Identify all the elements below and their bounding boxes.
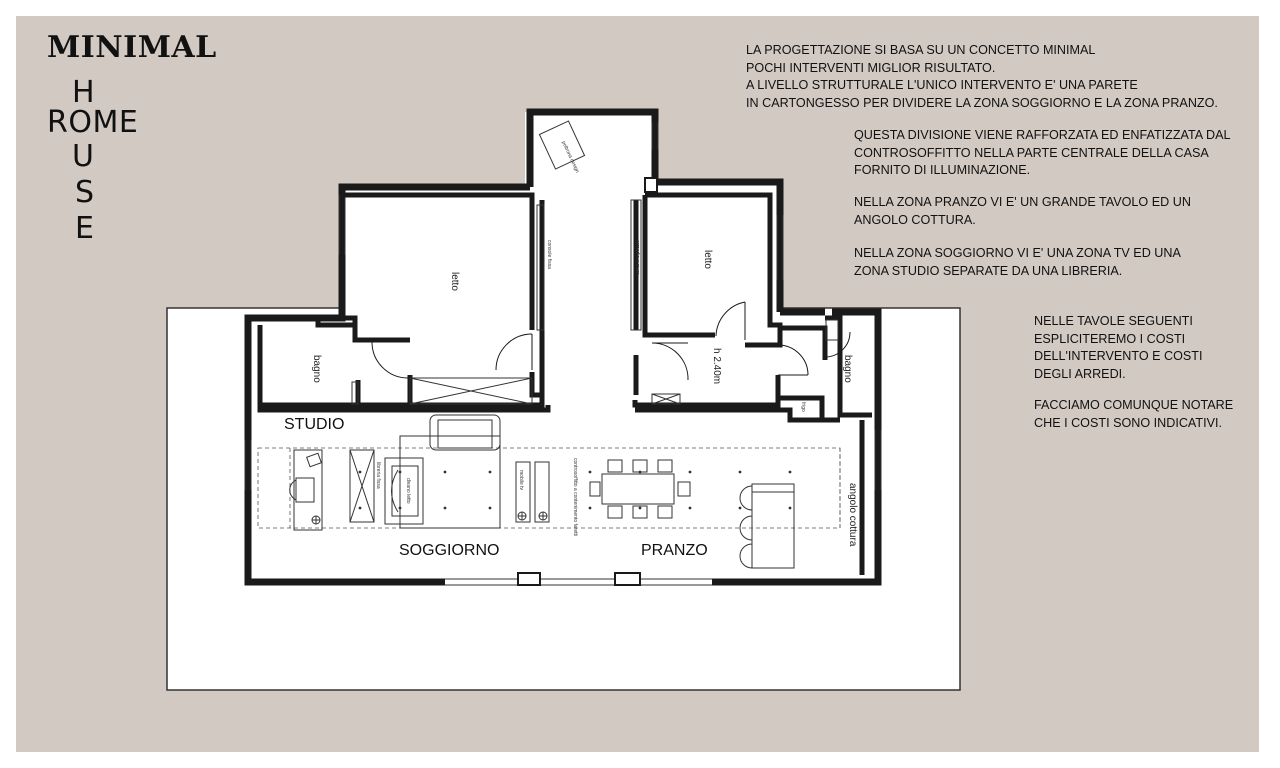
text-line: NELLA ZONA PRANZO VI E' UN GRANDE TAVOLO ED UN <box>854 195 1191 209</box>
title-house-letter: U <box>72 139 94 174</box>
text-line: POCHI INTERVENTI MIGLIOR RISULTATO. <box>746 60 996 75</box>
text-line: DEGLI ARREDI. <box>1034 366 1126 381</box>
room-letto-left: letto <box>449 272 460 291</box>
title-house-letter: E <box>75 211 94 246</box>
text-line: A LIVELLO STRUTTURALE L'UNICO INTERVENTO E' UNA PARETE <box>746 78 1138 93</box>
console-label: console fissa <box>546 240 552 269</box>
text-line: NELLE TAVOLE SEGUENTI <box>1034 314 1193 328</box>
title-house-letter: S <box>75 175 95 210</box>
text-line: FACCIAMO COMUNQUE NOTARE <box>1034 398 1234 412</box>
frigo-label: frigo <box>800 402 806 412</box>
text-line: ZONA STUDIO SEPARATE DA UNA LIBRERIA. <box>854 263 1123 278</box>
text-line: QUESTA DIVISIONE VIENE RAFFORZATA ED ENFATIZZATA DAL <box>854 128 1231 142</box>
poltrona-label: poltrona design <box>560 140 581 174</box>
text-line: DELL'INTERVENTO E COSTI <box>1034 349 1203 364</box>
title-house-letter: H <box>72 75 95 110</box>
title-minimal: MINIMAL <box>47 30 217 65</box>
text-line: LA PROGETTAZIONE SI BASA SU UN CONCETTO MINIMAL <box>746 43 1096 57</box>
zone-studio-label: STUDIO <box>284 416 345 433</box>
text-line: IN CARTONGESSO PER DIVIDERE LA ZONA SOGGIORNO E LA ZONA PRANZO. <box>746 95 1218 110</box>
text-line: NELLA ZONA SOGGIORNO VI E' UNA ZONA TV ED UNA <box>854 246 1181 260</box>
text-line: ESPLICITEREMO I COSTI <box>1034 331 1186 346</box>
mobile-tv-label: mobile tv <box>518 470 524 491</box>
divano-label: divano letto <box>405 478 411 504</box>
ceiling-height-label: h 2.40m <box>711 348 722 385</box>
angolo-cottura-label: angolo cottura <box>847 483 858 547</box>
armadio-label: armadio a muro <box>634 240 640 276</box>
text-line: FORNITO DI ILLUMINAZIONE. <box>854 163 1031 178</box>
controsoffitto-label: controsoffitto a contenimento faretti <box>572 458 578 537</box>
title-rome: ROME <box>47 105 139 140</box>
text-line: ANGOLO COTTURA. <box>854 212 976 227</box>
room-letto-right: letto <box>702 250 713 269</box>
text-line: CHE I COSTI SONO INDICATIVI. <box>1034 415 1222 430</box>
text-line: CONTROSOFFITTO NELLA PARTE CENTRALE DELLA CASA <box>854 145 1209 160</box>
zone-soggiorno-label: SOGGIORNO <box>399 542 500 559</box>
room-bagno-left: bagno <box>311 355 322 383</box>
room-bagno-right: bagno <box>842 355 853 383</box>
zone-pranzo-label: PRANZO <box>641 542 708 559</box>
libreria-label: libreria fissa <box>375 462 381 489</box>
